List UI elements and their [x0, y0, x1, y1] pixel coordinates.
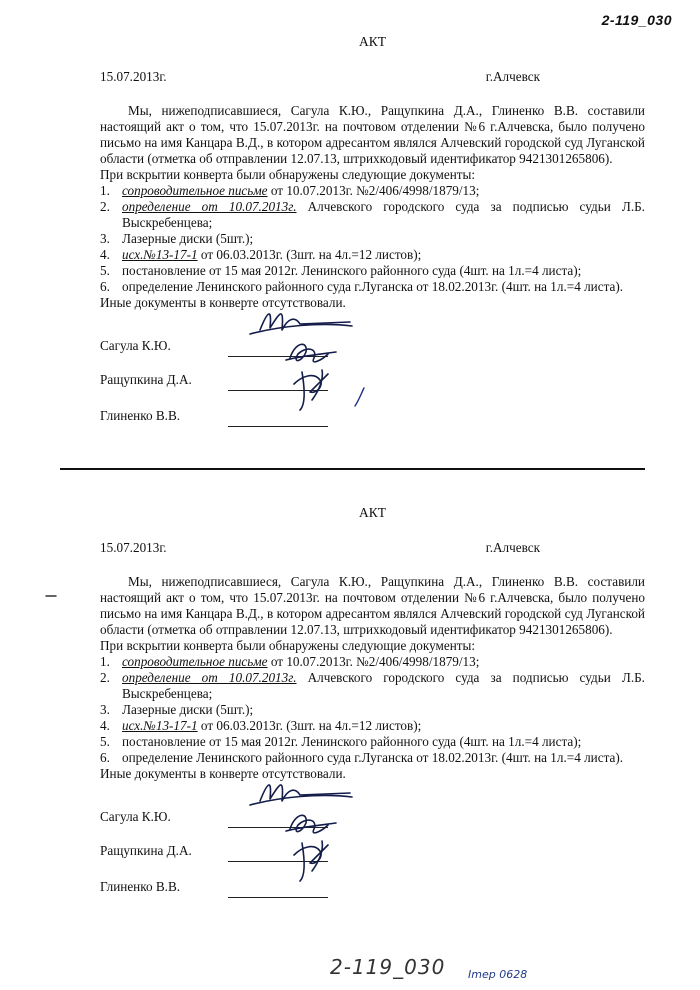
list-item [100, 183, 645, 199]
act-title: АКТ [359, 34, 386, 49]
list-item [100, 263, 645, 279]
act-dateline [100, 69, 645, 85]
list-item [100, 231, 645, 247]
item-number: 4. [100, 247, 110, 262]
handwritten-signatures [240, 300, 370, 420]
act-absent-note: Иные документы в конверте отсутствовали. [100, 295, 346, 310]
act-found-header: При вскрытии конверта были обнаружены следующие документы: [100, 167, 476, 182]
item-number: 3. [100, 231, 110, 246]
list-item [100, 199, 645, 231]
list-item [100, 750, 645, 766]
list-item [100, 734, 645, 750]
act-city: г.Алчевск [485, 69, 540, 84]
list-item [100, 702, 645, 718]
pen-mark-icon [352, 386, 368, 408]
signer-name: Глиненко В.В. [100, 408, 181, 423]
act-date: 15.07.2013г. [100, 540, 167, 555]
act-block-top [100, 34, 645, 438]
list-item [100, 670, 645, 702]
item-number: 2. [100, 670, 110, 685]
signature-block [100, 328, 645, 438]
signer-name: Ращупкина Д.А. [100, 843, 192, 858]
item-underlined: сопроводительное письме [122, 654, 268, 669]
item-text: определение Ленинского районного суда г.Луганска от 18.02.2013г. (4шт. на 1л.=4 листа). [122, 279, 624, 294]
item-text: Алчевского городского суда за подписью судьи Л.Б. Выскребенцева; [122, 199, 645, 230]
act-date: 15.07.2013г. [100, 69, 167, 84]
item-text: от 10.07.2013г. №2/406/4998/1879/13; [267, 654, 480, 669]
item-number: 1. [100, 183, 110, 198]
item-number: 6. [100, 279, 110, 294]
item-text: от 06.03.2013г. (3шт. на 4л.=12 листов); [197, 247, 422, 262]
item-underlined: определение от 10.07.2013г. [122, 670, 297, 685]
item-underlined: исх.№13-17-1 [122, 247, 198, 262]
item-text: определение Ленинского районного суда г.Луганска от 18.02.2013г. (4шт. на 1л.=4 листа). [122, 750, 624, 765]
case-number-handwritten: 2-119_030 [601, 12, 672, 28]
signature-line [228, 897, 328, 898]
list-item [100, 654, 645, 670]
act-found-header: При вскрытии конверта были обнаружены следующие документы: [100, 638, 476, 653]
stamp-code: Imep 0628 [468, 968, 528, 981]
handwritten-signatures [240, 771, 370, 891]
signature-line [228, 426, 328, 427]
item-number: 5. [100, 263, 110, 278]
signer-name: Сагула К.Ю. [100, 809, 171, 824]
item-number: 6. [100, 750, 110, 765]
act-absent-note: Иные документы в конверте отсутствовали. [100, 766, 346, 781]
item-number: 3. [100, 702, 110, 717]
act-dateline [100, 540, 645, 556]
item-text: Лазерные диски (5шт.); [122, 702, 254, 717]
documents-list [100, 183, 645, 295]
item-number: 1. [100, 654, 110, 669]
act-block-bottom [100, 505, 645, 909]
list-item [100, 279, 645, 295]
item-text: постановление от 15 мая 2012г. Ленинского районного суда (4шт. на 1л.=4 листа); [122, 263, 582, 278]
item-underlined: исх.№13-17-1 [122, 718, 198, 733]
item-text: от 10.07.2013г. №2/406/4998/1879/13; [267, 183, 480, 198]
list-item [100, 247, 645, 263]
documents-list [100, 654, 645, 766]
act-intro: Мы, нижеподписавшиеся, Сагула К.Ю., Ращупкина Д.А., Глиненко В.В. составили настоящий акт о том, что 15.07.2013г. на почтовом отделении №6 г.Алчевска, было получено письмо на имя Канцара В.Д., в котором адресантом являлся Алчевский городской суд Луганской области (отметка об отправлении 12.07.13, штрихкодовый идентификатор 9421301265806). [100, 103, 645, 166]
item-number: 2. [100, 199, 110, 214]
section-divider [60, 468, 645, 470]
item-underlined: сопроводительное письме [122, 183, 268, 198]
item-number: 5. [100, 734, 110, 749]
item-text: постановление от 15 мая 2012г. Ленинского районного суда (4шт. на 1л.=4 листа); [122, 734, 582, 749]
list-item [100, 718, 645, 734]
signer-name: Глиненко В.В. [100, 879, 181, 894]
item-text: Лазерные диски (5шт.); [122, 231, 254, 246]
item-number: 4. [100, 718, 110, 733]
act-title: АКТ [359, 505, 386, 520]
item-text: от 06.03.2013г. (3шт. на 4л.=12 листов); [197, 718, 422, 733]
signer-name: Ращупкина Д.А. [100, 372, 192, 387]
act-intro: Мы, нижеподписавшиеся, Сагула К.Ю., Ращупкина Д.А., Глиненко В.В. составили настоящий акт о том, что 15.07.2013г. на почтовом отделении №6 г.Алчевска, было получено письмо на имя Канцара В.Д., в котором адресантом являлся Алчевский городской суд Луганской области (отметка об отправлении 12.07.13, штрихкодовый идентификатор 9421301265806). [100, 574, 645, 637]
handwritten-number: 2-119_030 [330, 955, 446, 979]
item-text: Алчевского городского суда за подписью судьи Л.Б. Выскребенцева; [122, 670, 645, 701]
act-city: г.Алчевск [485, 540, 540, 555]
pen-mark-icon [44, 592, 58, 600]
signature-block [100, 799, 645, 909]
item-underlined: определение от 10.07.2013г. [122, 199, 297, 214]
signer-name: Сагула К.Ю. [100, 338, 171, 353]
